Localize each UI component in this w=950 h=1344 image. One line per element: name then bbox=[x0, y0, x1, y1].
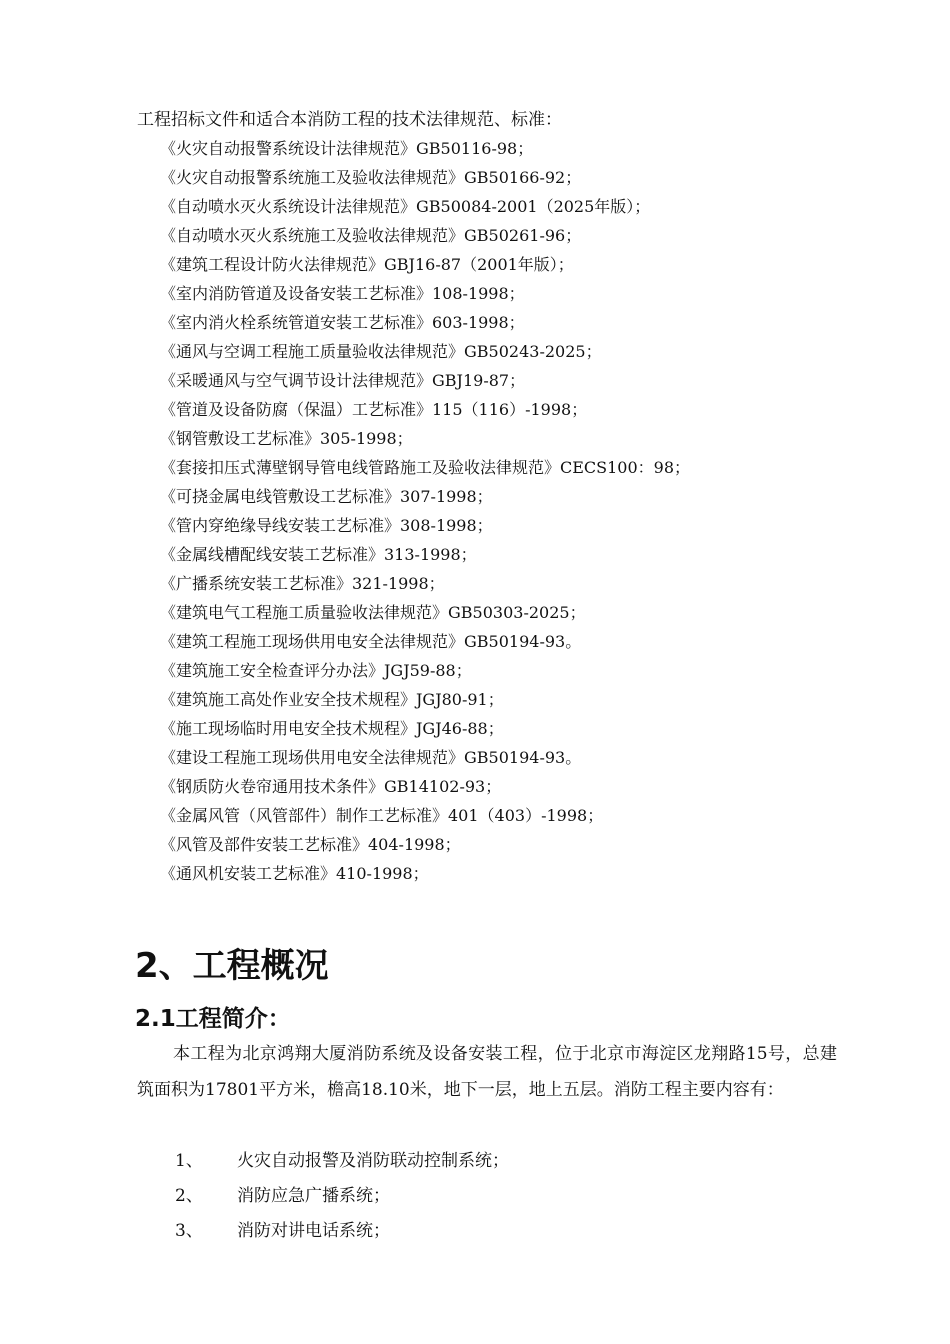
standards-list bbox=[160, 134, 690, 888]
scope-item-text: 火灾自动报警及消防联动控制系统； bbox=[237, 1151, 509, 1171]
standard-item: 《风管及部件安装工艺标准》404-1998； bbox=[160, 835, 461, 854]
standard-item: 《火灾自动报警系统设计法律规范》GB50116-98； bbox=[160, 139, 534, 158]
standard-item: 《自动喷水灭火系统施工及验收法律规范》GB50261-96； bbox=[160, 226, 582, 245]
standard-item: 《建筑工程施工现场供用电安全法律规范》GB50194-93。 bbox=[160, 632, 582, 651]
scope-item-number: 1、 bbox=[175, 1151, 203, 1171]
standard-item: 《火灾自动报警系统施工及验收法律规范》GB50166-92； bbox=[160, 168, 582, 187]
subsection-heading: 2.1工程简介： bbox=[135, 1006, 291, 1032]
standard-item: 《可挠金属电线管敷设工艺标准》307-1998； bbox=[160, 487, 493, 506]
scope-item bbox=[175, 1214, 509, 1249]
scope-item-number: 3、 bbox=[175, 1221, 203, 1241]
intro-line: 工程招标文件和适合本消防工程的技术法律规范、标准： bbox=[137, 110, 562, 130]
section-heading: 2、工程概况 bbox=[135, 946, 329, 986]
standard-item: 《钢质防火卷帘通用技术条件》GB14102-93； bbox=[160, 777, 502, 796]
standard-item: 《建设工程施工现场供用电安全法律规范》GB50194-93。 bbox=[160, 748, 582, 767]
scope-item-number: 2、 bbox=[175, 1186, 203, 1206]
standard-item: 《建筑工程设计防火法律规范》GBJ16-87（2001年版）； bbox=[160, 255, 574, 274]
standard-item: 《建筑电气工程施工质量验收法律规范》GB50303-2025； bbox=[160, 603, 586, 622]
standard-item: 《通风机安装工艺标准》410-1998； bbox=[160, 864, 429, 883]
standard-item: 《金属线槽配线安装工艺标准》313-1998； bbox=[160, 545, 477, 564]
standard-item: 《建筑施工高处作业安全技术规程》JGJ80-91； bbox=[160, 690, 504, 709]
scope-item bbox=[175, 1144, 509, 1179]
standard-item: 《金属风管（风管部件）制作工艺标准》401（403）-1998； bbox=[160, 806, 604, 825]
standard-item: 《管道及设备防腐（保温）工艺标准》115（116）-1998； bbox=[160, 400, 588, 419]
standard-item: 《自动喷水灭火系统设计法律规范》GB50084-2001（2025年版）； bbox=[160, 197, 651, 216]
scope-item bbox=[175, 1179, 509, 1214]
standard-item: 《施工现场临时用电安全技术规程》JGJ46-88； bbox=[160, 719, 504, 738]
standard-item: 《采暖通风与空气调节设计法律规范》GBJ19-87； bbox=[160, 371, 526, 390]
standard-item: 《广播系统安装工艺标准》321-1998； bbox=[160, 574, 445, 593]
scope-list bbox=[175, 1144, 509, 1249]
scope-item-text: 消防应急广播系统； bbox=[237, 1186, 390, 1206]
standard-item: 《套接扣压式薄壁钢导管电线管路施工及验收法律规范》CECS100：98； bbox=[160, 458, 691, 477]
scope-item-text: 消防对讲电话系统； bbox=[237, 1221, 390, 1241]
standard-item: 《管内穿绝缘导线安装工艺标准》308-1998； bbox=[160, 516, 493, 535]
standard-item: 《室内消防管道及设备安装工艺标准》108-1998； bbox=[160, 284, 525, 303]
standard-item: 《钢管敷设工艺标准》305-1998； bbox=[160, 429, 413, 448]
overview-paragraph: 本工程为北京鸿翔大厦消防系统及设备安装工程，位于北京市海淀区龙翔路15号，总建筑面积为17801平方米，檐高18.10米，地下一层，地上五层。消防工程主要内容有： bbox=[137, 1044, 837, 1100]
standard-item: 《室内消火栓系统管道安装工艺标准》603-1998； bbox=[160, 313, 525, 332]
standard-item: 《通风与空调工程施工质量验收法律规范》GB50243-2025； bbox=[160, 342, 602, 361]
standard-item: 《建筑施工安全检查评分办法》JGJ59-88； bbox=[160, 661, 472, 680]
